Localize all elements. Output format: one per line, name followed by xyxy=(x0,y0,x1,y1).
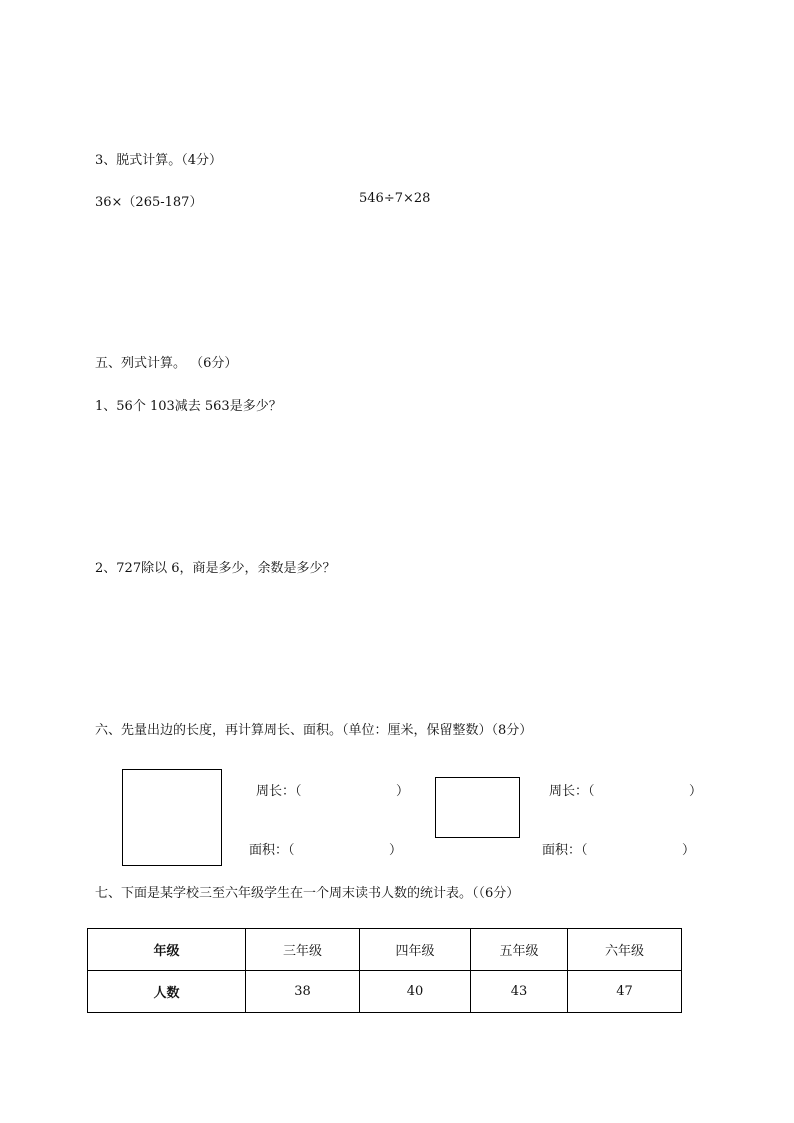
count-cell: 43 xyxy=(471,971,568,1013)
table-row xyxy=(88,929,682,971)
shape1-perimeter-close: ） xyxy=(396,784,410,799)
table-row xyxy=(88,971,682,1013)
square-shape xyxy=(122,769,222,866)
grade-cell: 四年级 xyxy=(360,929,471,971)
section6-title: 六、先量出边的长度，再计算周长、面积。（单位：厘米，保留整数）（8分） xyxy=(95,723,533,738)
q3-title: 3、脱式计算。（4分） xyxy=(95,153,223,168)
shape2-area-label: 面积：（ xyxy=(542,843,588,858)
shape2-perimeter-close: ） xyxy=(689,784,703,799)
section5-question-2: 2、727除以 6，商是多少，余数是多少？ xyxy=(95,561,336,576)
row-header-grade: 年级 xyxy=(88,929,246,971)
q3-expression-2: 546÷7×28 xyxy=(359,191,431,206)
grade-cell: 五年级 xyxy=(471,929,568,971)
shape1-area-label: 面积：（ xyxy=(249,843,295,858)
count-cell: 40 xyxy=(360,971,471,1013)
section5-question-1: 1、56个 103减去 563是多少？ xyxy=(95,399,282,414)
section7-title: 七、下面是某学校三至六年级学生在一个周末读书人数的统计表。（（6分） xyxy=(95,886,520,901)
q3-expression-1: 36×（265-187） xyxy=(95,195,203,210)
count-cell: 47 xyxy=(568,971,682,1013)
row-header-count: 人数 xyxy=(88,971,246,1013)
reading-stats-table xyxy=(87,928,682,1013)
grade-cell: 三年级 xyxy=(246,929,360,971)
shape1-area-close: ） xyxy=(389,843,403,858)
count-cell: 38 xyxy=(246,971,360,1013)
rectangle-shape xyxy=(435,777,520,838)
shape1-perimeter-label: 周长：（ xyxy=(256,784,302,799)
grade-cell: 六年级 xyxy=(568,929,682,971)
shape2-area-close: ） xyxy=(682,843,696,858)
shape2-perimeter-label: 周长：（ xyxy=(549,784,595,799)
section5-title: 五、列式计算。 （6分） xyxy=(95,356,238,371)
